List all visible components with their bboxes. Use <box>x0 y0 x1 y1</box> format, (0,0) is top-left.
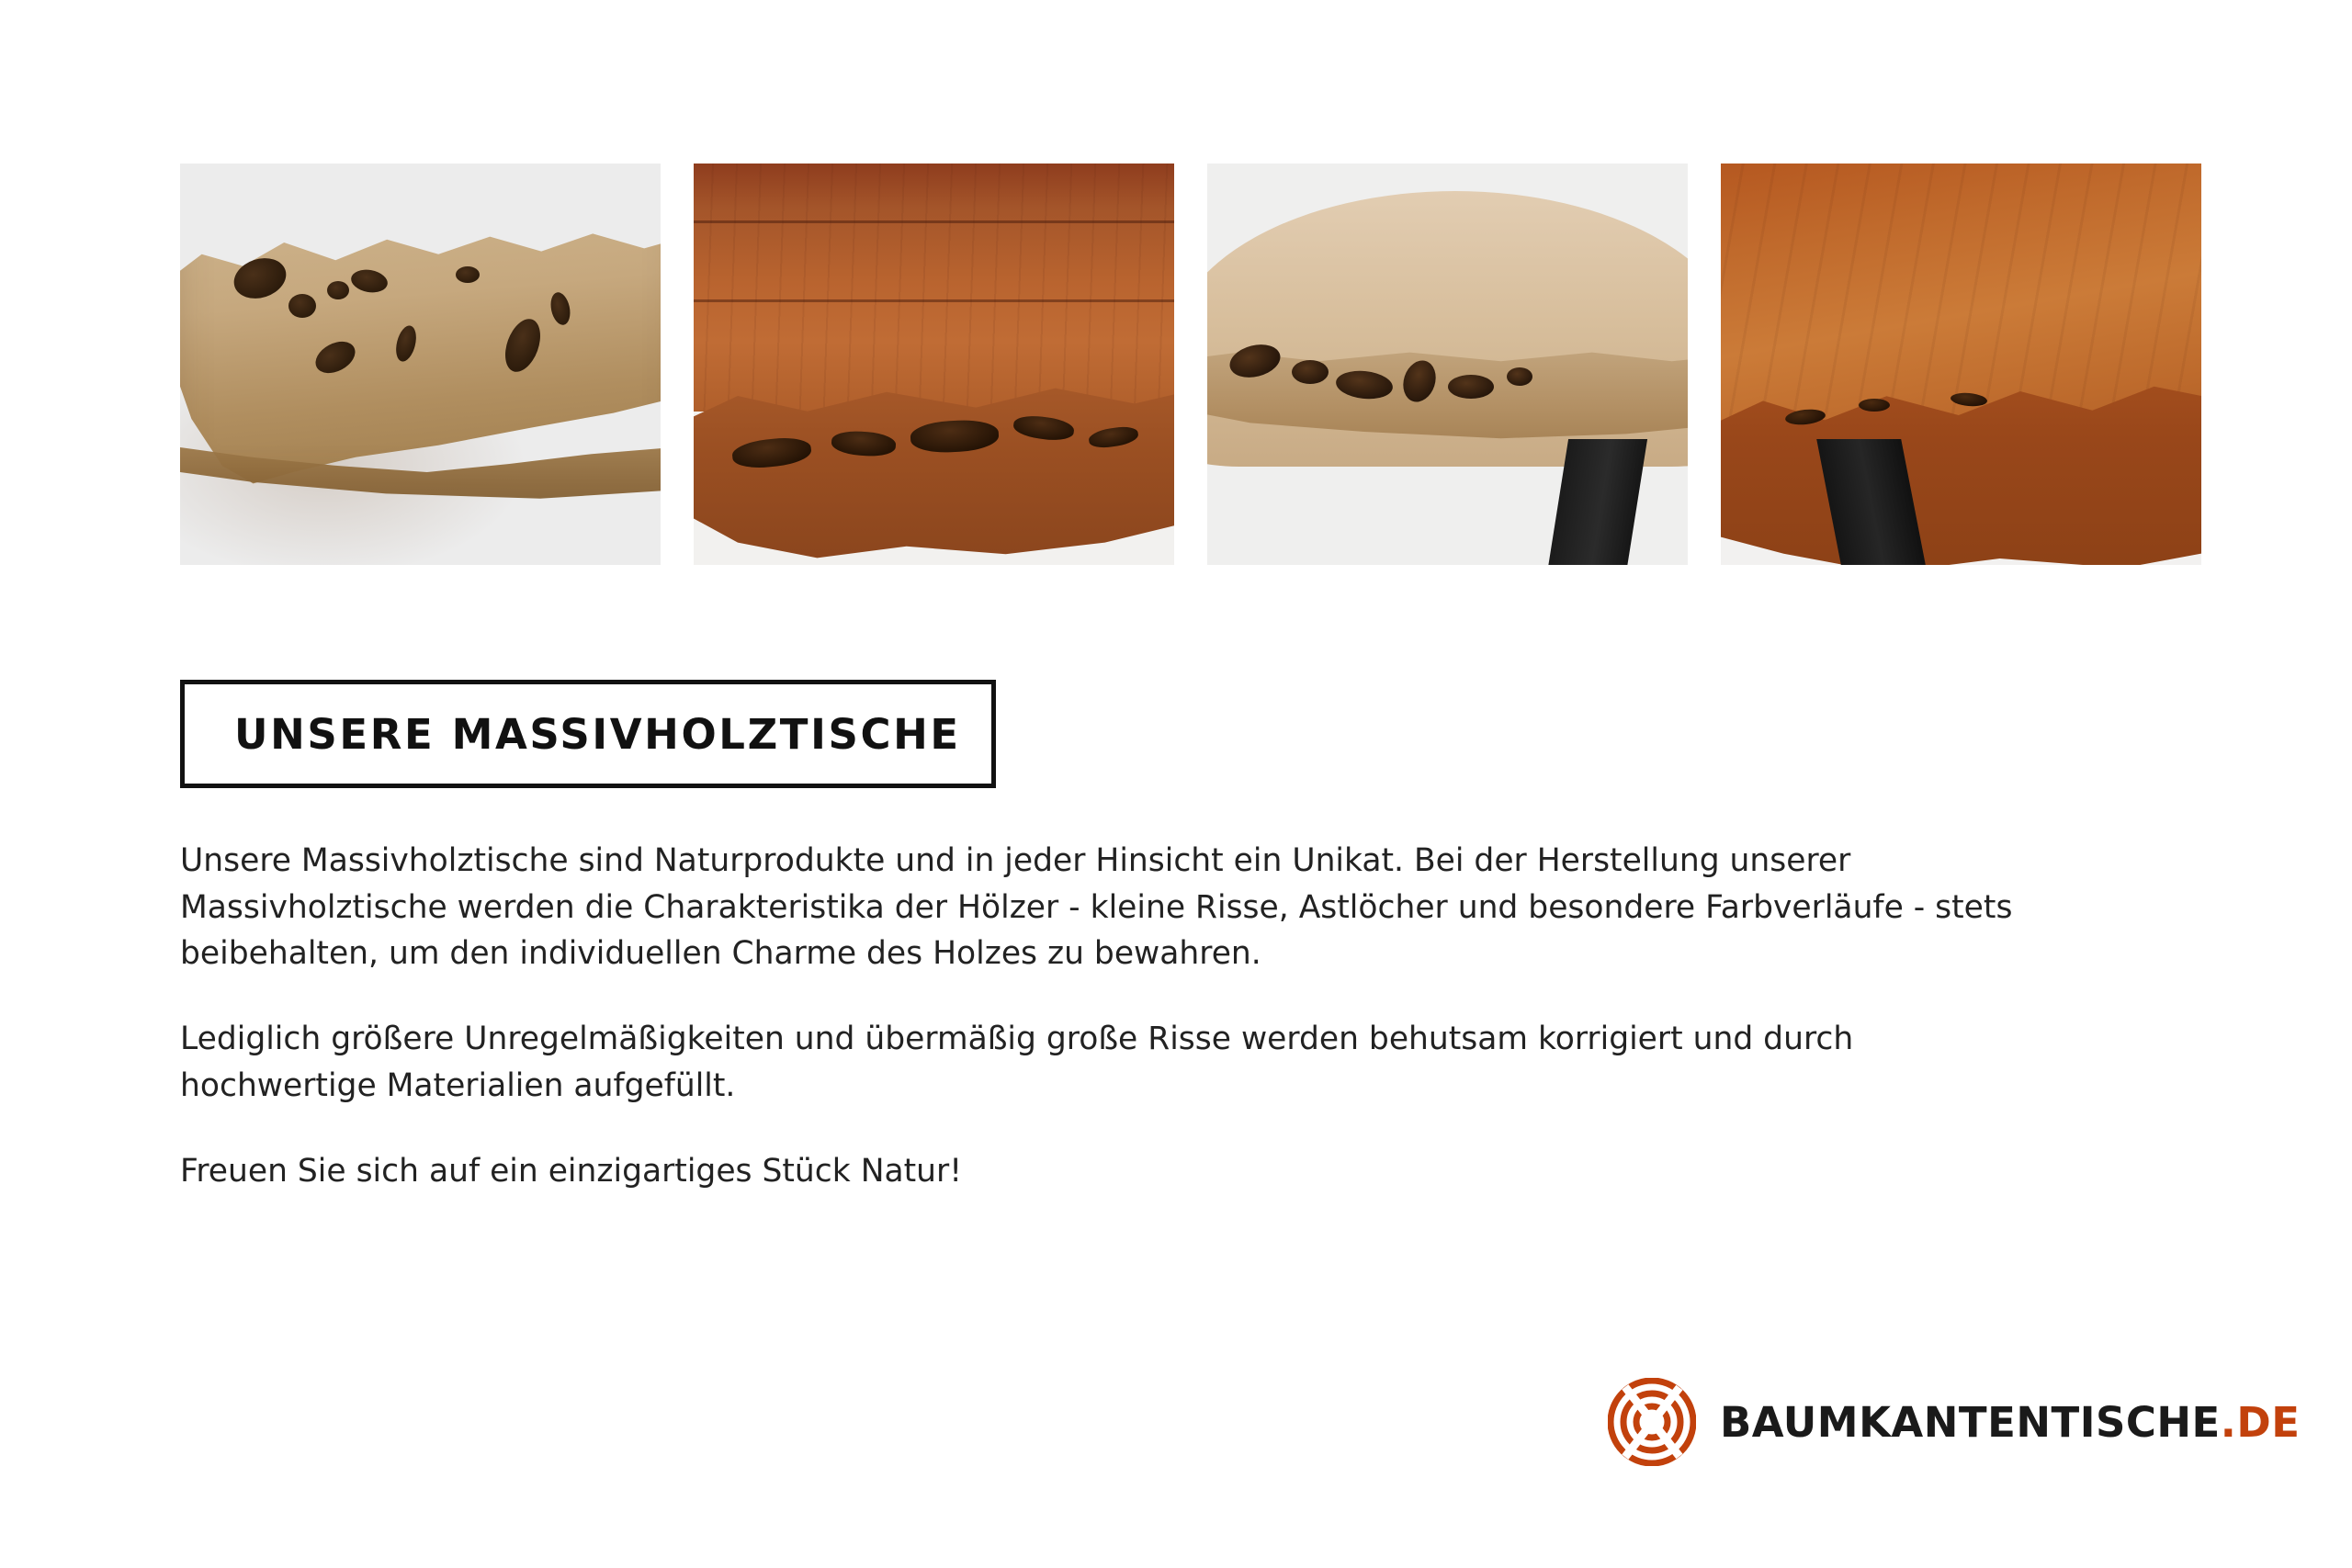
wood-knot <box>1448 375 1494 399</box>
plank-seam <box>694 299 1174 302</box>
brand-tld: .DE <box>2220 1397 2301 1447</box>
table-top-surface <box>694 164 1174 412</box>
wood-knot <box>288 294 316 318</box>
wood-knot <box>1292 360 1329 384</box>
plank-seam <box>694 220 1174 223</box>
product-photo-strip <box>180 164 2227 565</box>
wood-knot <box>1507 367 1532 386</box>
wood-knot <box>327 281 349 299</box>
product-photo-3 <box>1207 164 1688 565</box>
brand-logo <box>1608 1378 2301 1466</box>
brand-name-main: BAUMKANTENTISCHE <box>1720 1397 2221 1447</box>
product-photo-2 <box>694 164 1174 565</box>
paragraph-1: Unsere Massivholztische sind Naturprodukte und in jeder Hinsicht ein Unikat. Bei der Herstellung unserer Massivholztische werden die Charakteristika der Hölzer - kleine Risse, Astlöcher und besondere Farbverläufe - stets beibehalten, um den individuellen Charme des Holzes zu bewahren. <box>180 842 2013 973</box>
concentric-rings-icon <box>1608 1378 1696 1466</box>
product-photo-1 <box>180 164 661 565</box>
body-copy <box>180 838 2027 1194</box>
headline-box <box>180 680 996 788</box>
product-photo-4 <box>1721 164 2201 565</box>
paragraph-3: Freuen Sie sich auf ein einzigartiges Stück Natur! <box>180 1152 963 1190</box>
page-title: UNSERE MASSIVHOLZTISCHE <box>234 709 961 759</box>
live-edge-shape <box>694 377 1174 565</box>
paragraph-2: Lediglich größere Unregelmäßigkeiten und übermäßig große Risse werden behutsam korrigiert und durch hochwertige Materialien aufgefüllt. <box>180 1021 1854 1104</box>
wood-knot <box>456 266 480 283</box>
brand-name <box>1720 1398 2301 1447</box>
wood-knot <box>1859 399 1890 412</box>
